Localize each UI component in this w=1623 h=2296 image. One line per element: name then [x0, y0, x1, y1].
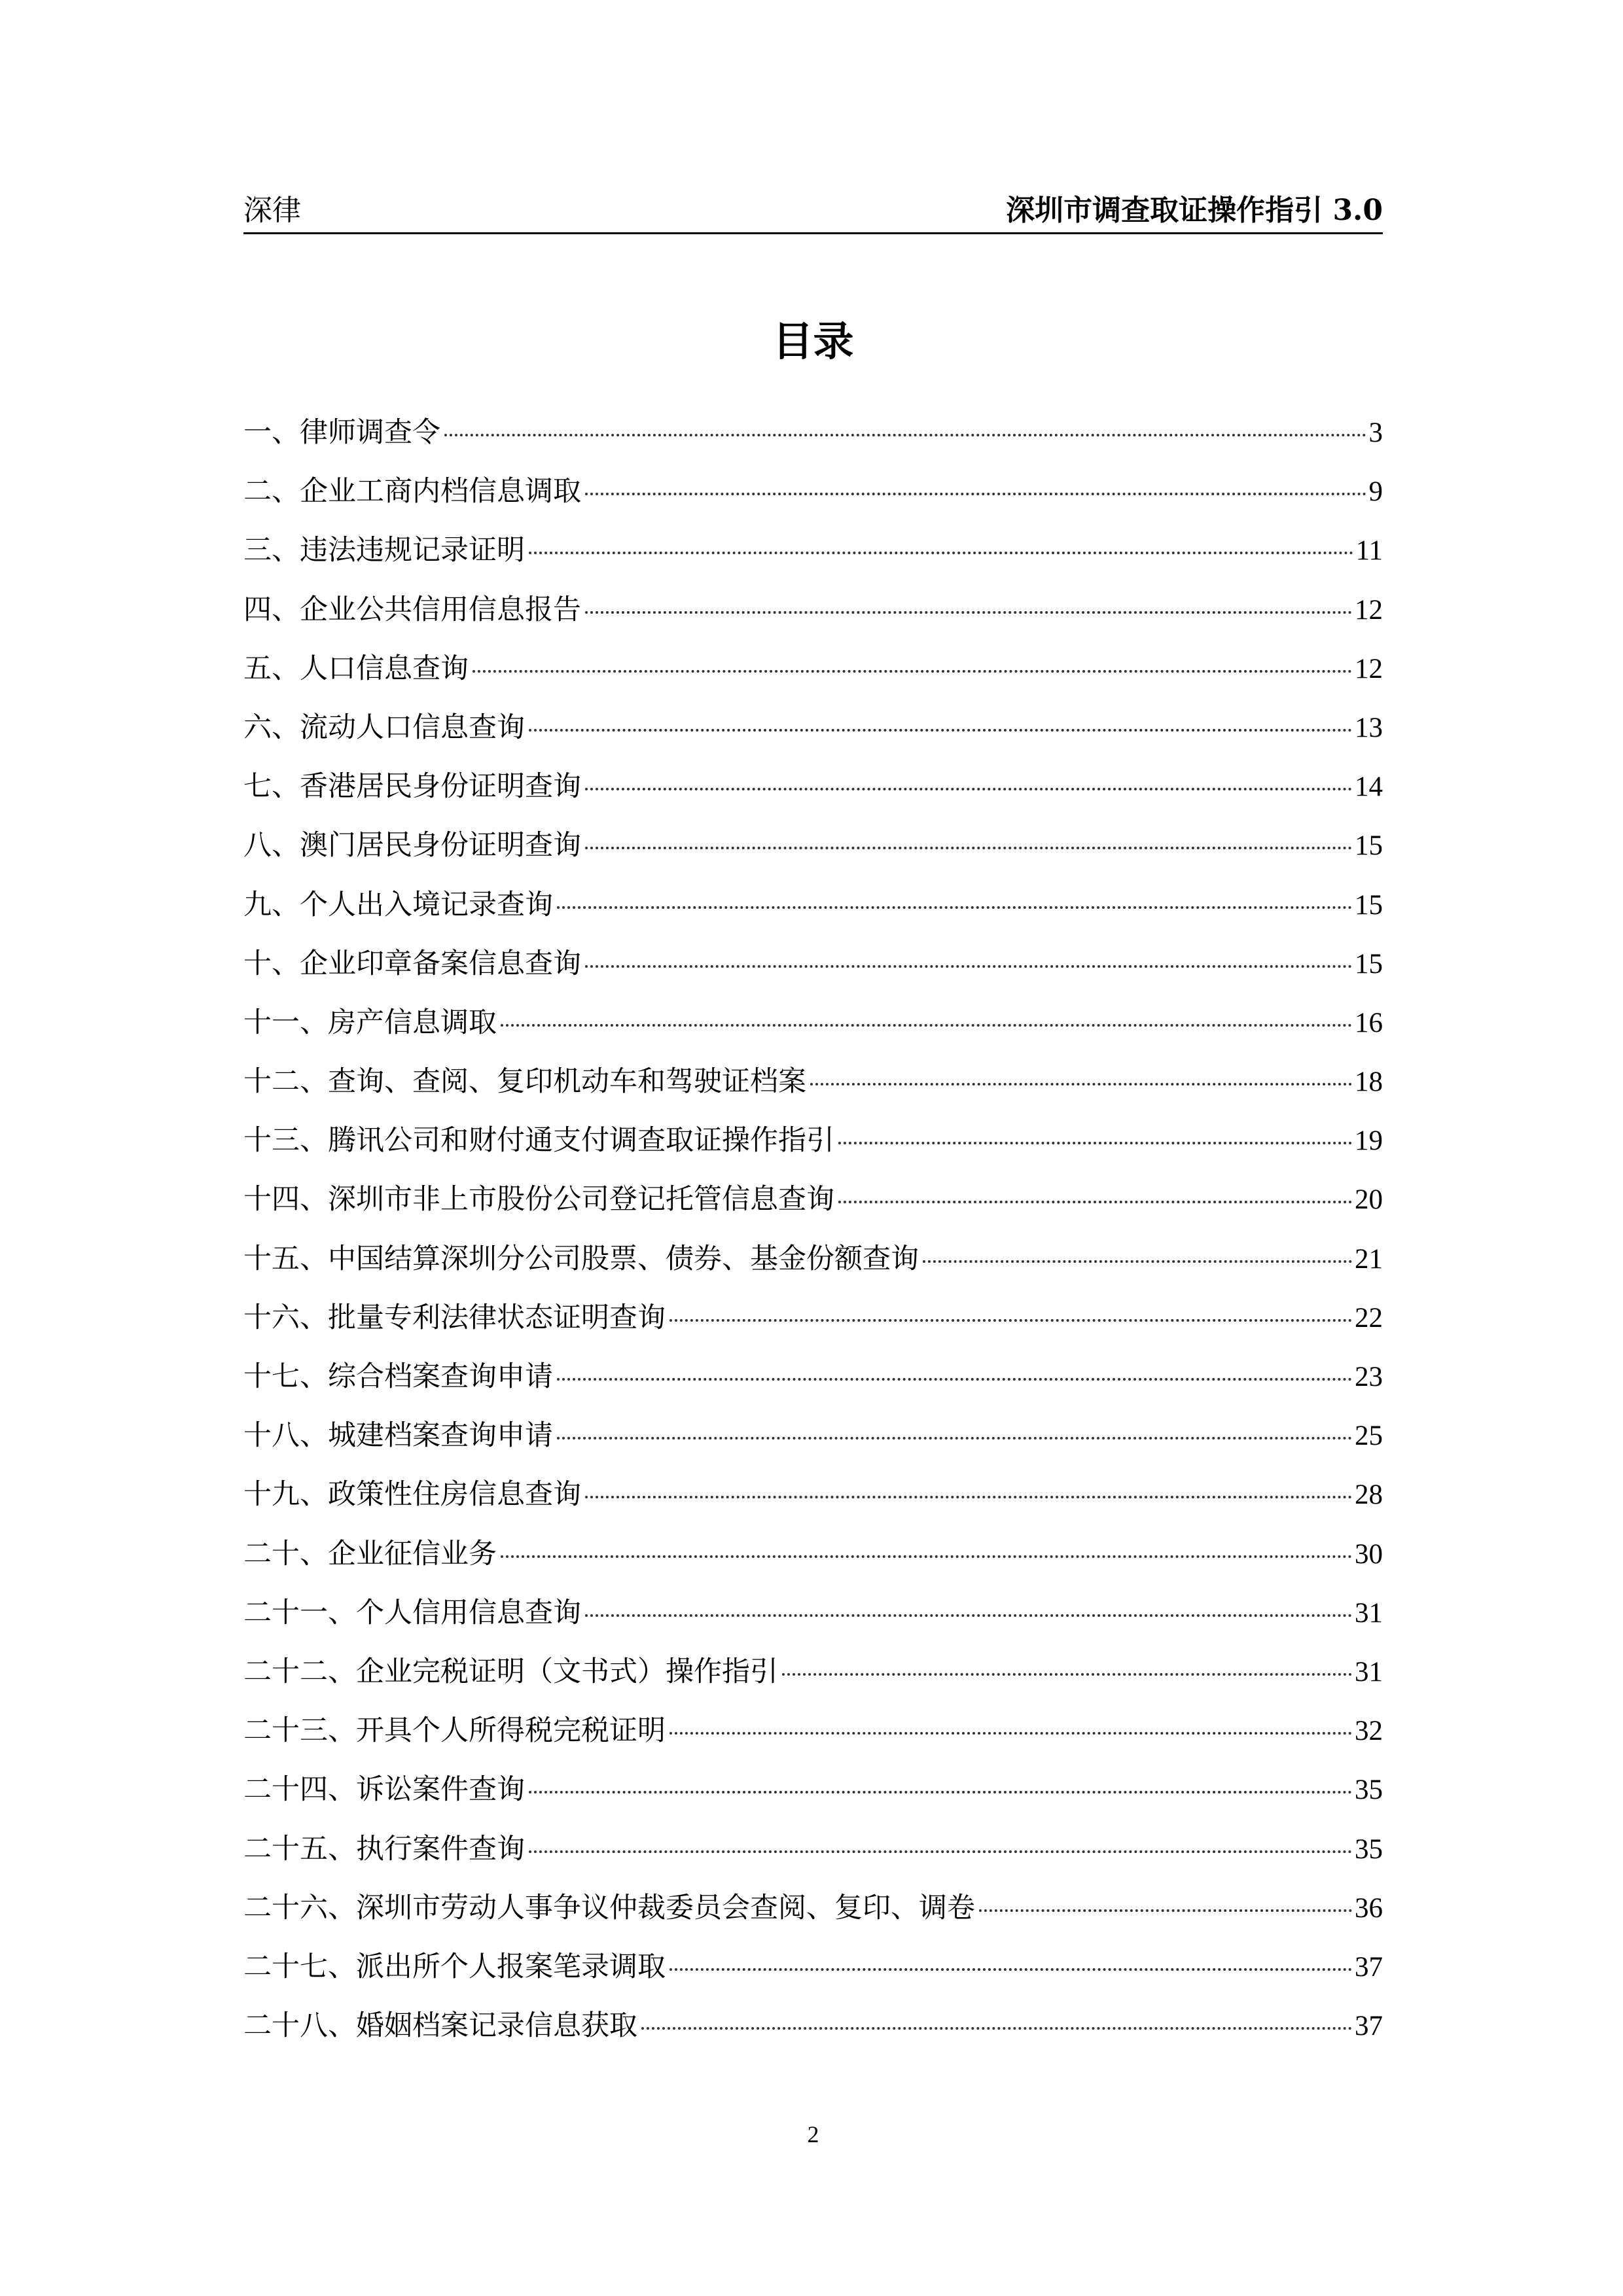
toc-entry[interactable]: [243, 1525, 1383, 1583]
toc-entry[interactable]: [243, 698, 1383, 757]
toc-entry[interactable]: [243, 1701, 1383, 1760]
toc-entry-label: 二十六、深圳市劳动人事争议仲裁委员会查阅、复印、调卷: [243, 1891, 975, 1924]
toc-entry-label: 二十二、企业完税证明（文书式）操作指引: [243, 1655, 778, 1688]
dot-leader: [585, 965, 1352, 968]
toc-entry-page: 35: [1355, 1833, 1383, 1865]
dot-leader: [444, 434, 1366, 436]
toc-entry[interactable]: [243, 1288, 1383, 1347]
dot-leader: [529, 552, 1353, 554]
toc-entry[interactable]: [243, 993, 1383, 1052]
toc-entry-page: 14: [1355, 771, 1383, 803]
toc-entry-page: 31: [1355, 1656, 1383, 1687]
toc-entry-label: 二十、企业征信业务: [243, 1537, 497, 1570]
toc-entry[interactable]: [243, 875, 1383, 934]
toc-entry[interactable]: [243, 1406, 1383, 1465]
toc-entry[interactable]: [243, 1229, 1383, 1288]
toc-entry[interactable]: [243, 1937, 1383, 1996]
dot-leader: [501, 1024, 1352, 1027]
toc-entry-page: 11: [1355, 535, 1383, 567]
toc-entry-page: 15: [1355, 889, 1383, 921]
toc-entry-label: 二十一、个人信用信息查询: [243, 1596, 581, 1629]
dot-leader: [585, 611, 1352, 614]
toc-entry-label: 二十四、诉讼案件查询: [243, 1773, 525, 1807]
dot-leader: [473, 670, 1352, 673]
toc-entry[interactable]: [243, 521, 1383, 580]
dot-leader: [838, 1201, 1352, 1203]
toc-entry-page: 12: [1355, 594, 1383, 626]
toc-entry-page: 15: [1355, 948, 1383, 980]
toc-entry-label: 十六、批量专利法律状态证明查询: [243, 1301, 666, 1334]
dot-leader: [782, 1673, 1352, 1676]
toc-entry-page: 12: [1355, 653, 1383, 684]
toc-entry[interactable]: [243, 580, 1383, 639]
toc-entry-label: 十四、深圳市非上市股份公司登记托管信息查询: [243, 1183, 834, 1216]
dot-leader: [585, 1614, 1352, 1617]
toc-entry[interactable]: [243, 1996, 1383, 2055]
dot-leader: [585, 493, 1366, 495]
toc-entry-page: 19: [1355, 1125, 1383, 1157]
toc-entry-label: 三、违法违规记录证明: [243, 534, 525, 567]
toc-entry-page: 35: [1355, 1775, 1383, 1806]
toc-entry-page: 28: [1355, 1479, 1383, 1511]
toc-entry[interactable]: [243, 1879, 1383, 1937]
toc-entry-page: 16: [1355, 1007, 1383, 1038]
dot-leader: [529, 729, 1352, 732]
toc-entry-page: 13: [1355, 712, 1383, 743]
toc-entry[interactable]: [243, 757, 1383, 816]
toc-entry-label: 四、企业公共信用信息报告: [243, 593, 581, 626]
toc-entry-label: 二十七、派出所个人报案笔录调取: [243, 1950, 666, 1983]
dot-leader: [585, 1496, 1352, 1498]
page-header: [243, 186, 1383, 234]
dot-leader: [810, 1083, 1352, 1086]
dot-leader: [557, 1437, 1352, 1439]
dot-leader: [838, 1142, 1352, 1144]
dot-leader: [669, 1732, 1352, 1735]
dot-leader: [585, 788, 1352, 790]
toc-entry[interactable]: [243, 1052, 1383, 1111]
toc-entry[interactable]: [243, 403, 1383, 462]
toc-entry-page: 37: [1355, 1951, 1383, 1983]
toc-entry-page: 15: [1355, 830, 1383, 862]
header-left-text: 深律: [243, 194, 301, 227]
dot-leader: [529, 1791, 1352, 1793]
dot-leader: [501, 1555, 1352, 1558]
dot-leader: [979, 1909, 1352, 1912]
toc-entry-label: 二十五、执行案件查询: [243, 1832, 525, 1865]
dot-leader: [529, 1850, 1352, 1853]
dot-leader: [923, 1260, 1352, 1263]
toc-entry-label: 十七、综合档案查询申请: [243, 1360, 553, 1393]
toc-entry-label: 八、澳门居民身份证明查询: [243, 829, 581, 862]
toc-entry-label: 九、个人出入境记录查询: [243, 888, 553, 921]
toc-entry[interactable]: [243, 1465, 1383, 1524]
toc-entry-page: 31: [1355, 1597, 1383, 1629]
toc-entry-page: 36: [1355, 1892, 1383, 1924]
page-number: 2: [807, 2121, 819, 2147]
toc-entry-label: 一、律师调查令: [243, 416, 440, 449]
toc-entry[interactable]: [243, 639, 1383, 698]
toc-title: 目录: [772, 317, 854, 365]
toc-entry-label: 二十三、开具个人所得税完税证明: [243, 1714, 666, 1748]
toc-entry[interactable]: [243, 1347, 1383, 1406]
toc-entry-label: 十八、城建档案查询申请: [243, 1419, 553, 1453]
dot-leader: [557, 906, 1352, 909]
toc-entry-label: 十、企业印章备案信息查询: [243, 947, 581, 980]
dot-leader: [557, 1378, 1352, 1381]
toc-entry-label: 二、企业工商内档信息调取: [243, 475, 581, 508]
toc-entry-page: 30: [1355, 1538, 1383, 1570]
toc-entry[interactable]: [243, 1642, 1383, 1701]
toc-entry-page: 25: [1355, 1421, 1383, 1452]
toc-entry-label: 十二、查询、查阅、复印机动车和驾驶证档案: [243, 1065, 806, 1099]
toc-entry-page: 21: [1355, 1243, 1383, 1275]
toc-entry[interactable]: [243, 1820, 1383, 1879]
toc-entry[interactable]: [243, 462, 1383, 521]
dot-leader: [669, 1968, 1352, 1971]
toc-entry-page: 3: [1368, 417, 1383, 448]
toc-entry-page: 37: [1355, 2011, 1383, 2042]
header-document-title: 深圳市调查取证操作指引 3.0: [1006, 194, 1383, 227]
dot-leader: [669, 1319, 1352, 1322]
toc-entry-label: 十三、腾讯公司和财付通支付调查取证操作指引: [243, 1124, 834, 1157]
toc-entry-label: 六、流动人口信息查询: [243, 711, 525, 744]
toc-entry-page: 9: [1368, 476, 1383, 508]
toc-entry-label: 二十八、婚姻档案记录信息获取: [243, 2009, 637, 2043]
toc-entry-page: 20: [1355, 1184, 1383, 1216]
dot-leader: [585, 847, 1352, 849]
toc-entry-page: 22: [1355, 1302, 1383, 1333]
toc-entry-label: 十九、政策性住房信息查询: [243, 1478, 581, 1511]
toc-entry-label: 五、人口信息查询: [243, 652, 469, 685]
toc-entry[interactable]: [243, 1111, 1383, 1170]
dot-leader: [641, 2027, 1352, 2030]
toc-entry-label: 十五、中国结算深圳分公司股票、债券、基金份额查询: [243, 1242, 919, 1275]
toc-entry-page: 23: [1355, 1362, 1383, 1392]
toc-entry[interactable]: [243, 1170, 1383, 1229]
toc-entry[interactable]: [243, 1760, 1383, 1819]
toc-entry-label: 七、香港居民身份证明查询: [243, 770, 581, 804]
toc-entry[interactable]: [243, 1583, 1383, 1642]
toc-entry-page: 32: [1355, 1716, 1383, 1747]
toc-entry[interactable]: [243, 934, 1383, 993]
toc-entry-label: 十一、房产信息调取: [243, 1006, 497, 1039]
table-of-contents: [243, 403, 1383, 2055]
toc-entry[interactable]: [243, 816, 1383, 875]
toc-entry-page: 18: [1355, 1067, 1383, 1098]
